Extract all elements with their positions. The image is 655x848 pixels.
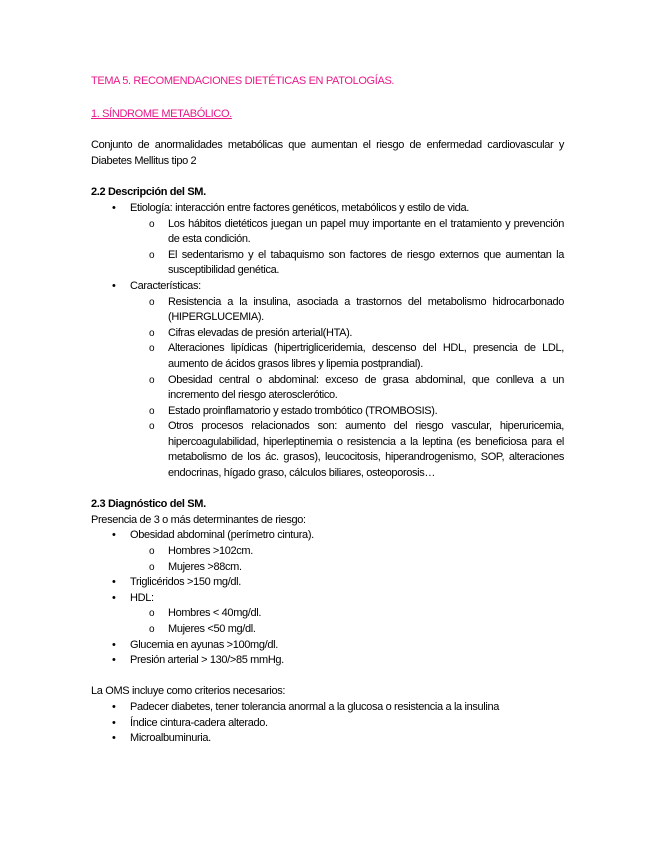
sub-marker: o: [149, 421, 155, 433]
list-item-text: HDL:: [130, 591, 154, 604]
bullet-marker: •: [112, 638, 116, 651]
bullet-marker: •: [112, 732, 116, 745]
list-item-text: Glucemia en ayunas >100mg/dl.: [130, 638, 278, 651]
heading-diagnostico: 2.3 Diagnóstico del SM.: [91, 498, 206, 511]
list-item-text: Etiología: interacción entre factores genéticos, metabólicos y estilo de vida.: [130, 201, 469, 214]
diagnostico-list: [91, 528, 564, 668]
sub-marker: o: [149, 561, 155, 573]
sub-item: [91, 404, 564, 420]
sub-marker: o: [149, 374, 155, 386]
sub-marker: o: [149, 327, 155, 339]
descripcion-list: [91, 201, 564, 482]
bullet-marker: •: [112, 654, 116, 667]
list-item-glucemia: [91, 638, 564, 654]
list-item-obesidad: [91, 528, 564, 544]
spacer: [91, 669, 564, 685]
list-item-caracteristicas: [91, 279, 564, 295]
sub-item: [91, 248, 564, 279]
section-title-sindrome-metabolico: 1. SÍNDROME METABÓLICO.: [91, 107, 232, 120]
sub-marker: o: [149, 343, 155, 355]
heading-descripcion: 2.2 Descripción del SM.: [91, 186, 206, 199]
list-item-oms: [91, 700, 564, 716]
spacer: [91, 482, 564, 498]
list-item-hdl: [91, 591, 564, 607]
list-item-text: Padecer diabetes, tener tolerancia anormal a la glucosa o resistencia a la insulina: [130, 700, 500, 713]
list-item-text: Microalbuminuria.: [130, 732, 211, 745]
bullet-marker: •: [112, 529, 116, 542]
diagnostico-intro: Presencia de 3 o más determinantes de riesgo:: [91, 513, 306, 526]
bullet-marker: •: [112, 700, 116, 713]
intro-paragraph: Conjunto de anormalidades metabólicas que aumentan el riesgo de enfermedad cardiovascular y Diabetes Mellitus tipo 2: [91, 139, 564, 167]
sub-item-text: Estado proinflamatorio y estado trombótico (TROMBOSIS).: [168, 404, 438, 417]
list-item-text: Obesidad abdominal (perímetro cintura).: [130, 529, 314, 542]
oms-list: [91, 700, 564, 747]
bullet-marker: •: [112, 716, 116, 729]
sub-item-text: Otros procesos relacionados son: aumento del riesgo vascular, hiperuricemia, hipercoagulabilidad, hiperleptinemia o resistencia a la leptina (es beneficiosa para el metabolismo de los ác. grasos), leucocitosis, hiperandrogenismo, SOP, alteraciones endocrinas, hígado graso, cálculos biliares, osteoporosis…: [168, 420, 564, 480]
sub-item: [91, 606, 564, 622]
sub-marker: o: [149, 624, 155, 635]
oms-intro: La OMS incluye como criterios necesarios:: [91, 685, 286, 698]
sub-item: [91, 373, 564, 404]
list-item-text: Características:: [130, 279, 201, 292]
sub-item: [91, 544, 564, 560]
list-item-text: Presión arterial > 130/>85 mmHg.: [130, 654, 284, 667]
bullet-marker: •: [112, 576, 116, 589]
list-item-trigliceridos: [91, 575, 564, 591]
sub-item-text: Alteraciones lipídicas (hipertrigliceridemia, descenso del HDL, presencia de LDL, aumento de ácidos grasos libres y lipemia postprandial).: [168, 342, 564, 370]
list-item-text: Índice cintura-cadera alterado.: [130, 716, 268, 729]
sub-item-text: Los hábitos dietéticos juegan un papel muy importante en el tratamiento y prevención de esta condición.: [168, 217, 564, 246]
sub-item: [91, 341, 564, 372]
document-body: [91, 74, 564, 747]
sub-marker: o: [149, 218, 155, 230]
sub-item-text: Obesidad central o abdominal: exceso de grasa abdominal, que conlleva a un incremento del riesgo aterosclerótico.: [168, 373, 564, 402]
sub-item-text: El sedentarismo y el tabaquismo son factores de riesgo externos que aumentan la susceptibilidad genética.: [168, 248, 564, 277]
bullet-marker: •: [112, 279, 116, 292]
sub-item: [91, 419, 564, 481]
list-item-presion: [91, 653, 564, 669]
sub-marker: o: [149, 546, 155, 558]
sub-item-text: Mujeres <50 mg/dl.: [168, 623, 256, 635]
sub-item-text: Cifras elevadas de presión arterial(HTA).: [168, 326, 353, 339]
sub-item-text: Resistencia a la insulina, asociada a trastornos del metabolismo hidrocarbonado (HIPERGLUCEMIA).: [168, 295, 564, 324]
sub-marker: o: [149, 249, 155, 261]
sub-item: [91, 295, 564, 326]
sub-item: [91, 560, 564, 576]
list-item-text: Triglicéridos >150 mg/dl.: [130, 576, 241, 589]
bullet-marker: •: [112, 201, 116, 214]
sub-item: [91, 217, 564, 248]
sub-marker: o: [149, 405, 155, 417]
sub-marker: o: [149, 608, 155, 620]
sub-marker: o: [149, 296, 155, 308]
list-item-etiologia: [91, 201, 564, 217]
sub-item: [91, 326, 564, 342]
bullet-marker: •: [112, 591, 116, 604]
sub-item-text: Mujeres >88cm.: [168, 560, 242, 573]
document-title: TEMA 5. RECOMENDACIONES DIETÉTICAS EN PATOLOGÍAS.: [91, 75, 395, 87]
list-item-oms: [91, 731, 564, 747]
sub-item-text: Hombres < 40mg/dl.: [168, 607, 262, 620]
list-item-oms: [91, 716, 564, 732]
sub-item-text: Hombres >102cm.: [168, 545, 253, 558]
sub-item: [91, 622, 564, 638]
